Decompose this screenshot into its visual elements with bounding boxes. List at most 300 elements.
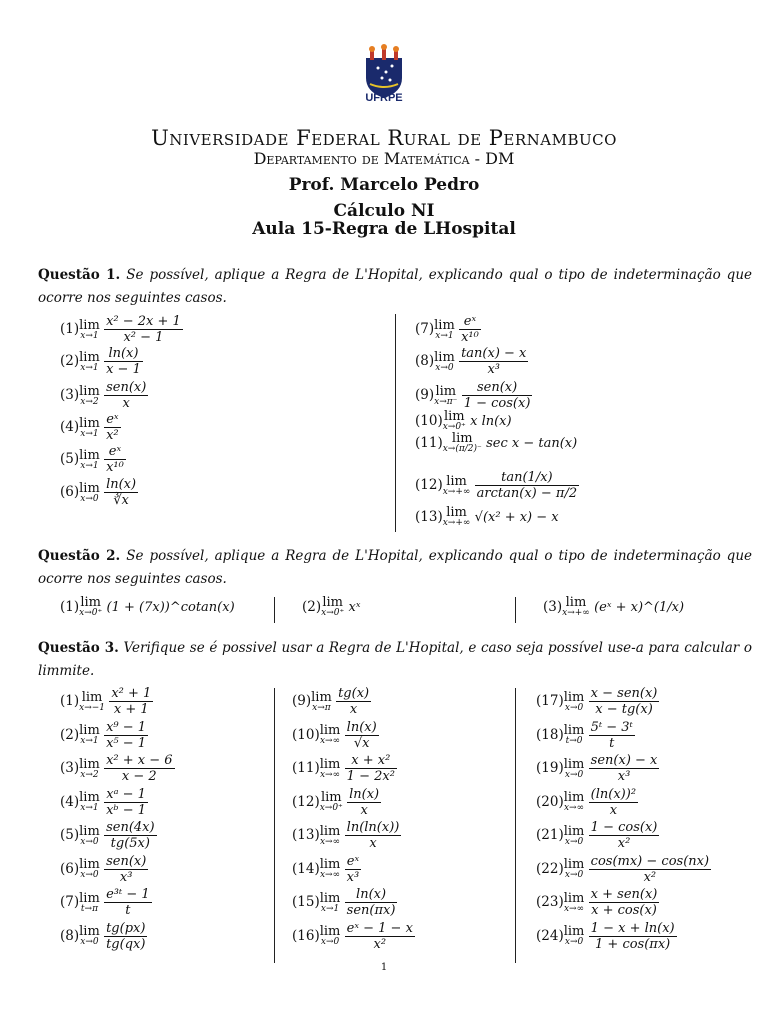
denominator: 1 − 2x² bbox=[346, 769, 395, 784]
limit-operator bbox=[320, 724, 341, 746]
limit-operator bbox=[564, 858, 585, 880]
limit-label: lim bbox=[79, 317, 100, 333]
exercise-item bbox=[292, 720, 379, 751]
limit-subscript: x→0⁺ bbox=[79, 608, 103, 618]
fraction bbox=[347, 787, 381, 818]
fraction bbox=[345, 887, 398, 918]
fraction bbox=[459, 346, 528, 377]
limit-label: lim bbox=[319, 890, 341, 906]
item-number: (2) bbox=[60, 726, 80, 743]
exercise-item bbox=[536, 787, 638, 818]
fraction bbox=[104, 787, 148, 818]
item-number: (2) bbox=[60, 353, 80, 369]
denominator: x − 2 bbox=[121, 769, 157, 784]
denominator: 1 − cos(x) bbox=[463, 396, 531, 411]
limit-label: lim bbox=[434, 349, 455, 365]
question-text: Se possível, aplique a Regra de L'Hopital, explicando qual o tipo de indeterminação que ocorre nos seguintes casos. bbox=[38, 548, 753, 587]
limit-label: lim bbox=[443, 409, 465, 424]
fraction bbox=[459, 314, 481, 345]
exercise-item bbox=[415, 346, 528, 377]
exercise-item bbox=[60, 686, 153, 717]
column-divider bbox=[515, 688, 516, 963]
numerator: ln(x) bbox=[104, 346, 143, 362]
fraction bbox=[475, 470, 579, 501]
exercise-item bbox=[415, 470, 579, 501]
limit-operator bbox=[320, 825, 341, 847]
item-number: (13) bbox=[415, 508, 443, 525]
limit-label: lim bbox=[79, 890, 100, 906]
question-1-heading bbox=[38, 264, 752, 310]
exercise-item bbox=[415, 314, 481, 345]
limit-subscript: x→0 bbox=[80, 493, 99, 504]
numerator: (ln(x))² bbox=[590, 786, 637, 802]
exercise-item bbox=[60, 380, 148, 411]
limit-operator bbox=[79, 724, 100, 746]
limit-operator bbox=[320, 791, 343, 813]
numerator: cos(mx) − cos(nx) bbox=[590, 853, 710, 869]
exercise-item bbox=[292, 820, 401, 851]
limit-label: lim bbox=[446, 505, 467, 520]
fraction bbox=[589, 820, 660, 851]
exercise-item bbox=[60, 596, 235, 618]
item-number: (18) bbox=[536, 726, 564, 743]
numerator: x² − 2x + 1 bbox=[106, 314, 181, 329]
professor-name: Prof. Marcelo Pedro bbox=[288, 175, 480, 195]
exercise-item bbox=[60, 787, 148, 818]
denominator: x + 1 bbox=[113, 702, 149, 717]
limit-subscript: x→∞ bbox=[319, 870, 341, 880]
limit-subscript: x→π bbox=[312, 702, 331, 713]
limit-operator bbox=[320, 858, 341, 880]
item-number: (10) bbox=[292, 726, 320, 743]
limit-subscript: x→0 bbox=[80, 870, 99, 880]
exercise-item bbox=[415, 380, 532, 411]
limit-label: lim bbox=[80, 595, 101, 610]
fraction bbox=[104, 477, 138, 508]
denominator: x² − 1 bbox=[123, 330, 164, 345]
fraction bbox=[104, 314, 183, 345]
exercise-item bbox=[292, 921, 415, 952]
item-number: (21) bbox=[536, 827, 564, 843]
item-number: (8) bbox=[415, 353, 435, 369]
numerator: x − sen(x) bbox=[590, 686, 658, 701]
expression: (eˣ + x)^(1/x) bbox=[594, 599, 685, 615]
logo-text: UFRPE bbox=[365, 92, 403, 104]
denominator: tg(qx) bbox=[106, 936, 146, 952]
fraction bbox=[345, 921, 415, 952]
limit-label: lim bbox=[320, 790, 342, 805]
numerator: ln(x) bbox=[106, 477, 137, 492]
exercise-item bbox=[292, 787, 381, 818]
limit-operator bbox=[79, 385, 100, 407]
exercise-item bbox=[536, 887, 659, 918]
item-number: (12) bbox=[292, 793, 320, 810]
item-number: (4) bbox=[60, 793, 80, 810]
limit-subscript: x→π⁻ bbox=[434, 396, 458, 407]
limit-subscript: x→1 bbox=[80, 330, 99, 341]
exercise-item bbox=[292, 686, 371, 717]
fraction bbox=[104, 720, 148, 751]
item-number: (3) bbox=[60, 387, 80, 403]
page-number: 1 bbox=[380, 962, 388, 973]
limit-subscript: x→2 bbox=[80, 396, 99, 407]
limit-subscript: x→1 bbox=[80, 428, 99, 439]
exercise-item bbox=[60, 753, 175, 784]
fraction bbox=[104, 753, 174, 784]
denominator: x³ bbox=[346, 869, 360, 885]
exercise-item bbox=[292, 854, 361, 885]
limit-label: lim bbox=[319, 924, 341, 939]
limit-label: lim bbox=[446, 473, 467, 489]
exercise-item bbox=[536, 820, 659, 851]
denominator: x bbox=[609, 802, 618, 818]
limit-operator bbox=[320, 892, 341, 914]
denominator: 1 + cos(πx) bbox=[595, 936, 671, 952]
numerator: eˣ bbox=[104, 444, 126, 460]
exercise-item bbox=[60, 412, 121, 443]
fraction bbox=[589, 887, 660, 918]
numerator: tg(px) bbox=[106, 920, 146, 936]
limit-operator bbox=[320, 758, 341, 780]
limit-subscript: x→1 bbox=[80, 803, 99, 813]
denominator: arctan(x) − π/2 bbox=[476, 486, 578, 501]
exercise-item bbox=[60, 820, 157, 851]
limit-operator bbox=[79, 417, 100, 439]
item-number: (13) bbox=[292, 827, 320, 843]
limit-operator bbox=[79, 858, 100, 880]
limit-label: lim bbox=[563, 790, 585, 805]
item-number: (3) bbox=[60, 760, 80, 776]
exercise-item bbox=[302, 596, 360, 618]
limit-operator bbox=[79, 791, 100, 813]
limit-label: lim bbox=[79, 756, 100, 772]
item-number: (17) bbox=[536, 693, 564, 709]
numerator: x² + x − 6 bbox=[106, 753, 173, 768]
exercise-item bbox=[415, 410, 512, 432]
numerator: e³ᵗ − 1 bbox=[106, 887, 150, 902]
numerator: x + sen(x) bbox=[590, 887, 658, 902]
numerator: eˣ bbox=[459, 314, 481, 330]
limit-subscript: x→0 bbox=[435, 362, 454, 373]
denominator: x² bbox=[106, 428, 119, 443]
limit-label: lim bbox=[563, 723, 585, 738]
limit-operator bbox=[79, 892, 100, 914]
question-text: Verifique se é possivel usar a Regra de L'Hopital, e caso seja possível use-a para calcular o limmite. bbox=[38, 640, 752, 679]
fraction bbox=[104, 820, 156, 851]
denominator: x⁵ − 1 bbox=[106, 735, 147, 751]
item-number: (1) bbox=[60, 598, 80, 615]
limit-subscript: x→∞ bbox=[319, 736, 341, 746]
denominator: x³ bbox=[119, 869, 133, 885]
denominator: √x bbox=[353, 735, 370, 751]
limit-operator bbox=[434, 319, 455, 341]
limit-operator bbox=[434, 385, 457, 407]
limit-subscript: x→0 bbox=[564, 702, 584, 713]
limit-label: lim bbox=[79, 480, 100, 496]
numerator: sen(4x) bbox=[106, 820, 155, 835]
limit-subscript: x→1 bbox=[435, 330, 454, 341]
limit-operator bbox=[564, 724, 585, 746]
limit-label: lim bbox=[319, 756, 341, 772]
denominator: sen(πx) bbox=[346, 903, 396, 918]
limit-operator bbox=[564, 758, 585, 780]
fraction bbox=[109, 686, 153, 717]
item-number: (5) bbox=[60, 827, 80, 843]
limit-subscript: x→∞ bbox=[319, 836, 341, 847]
fraction bbox=[345, 820, 402, 851]
item-number: (23) bbox=[536, 894, 564, 910]
exercise-item bbox=[415, 506, 559, 528]
limit-label: lim bbox=[451, 431, 473, 446]
denominator: x² bbox=[373, 936, 387, 952]
limit-subscript: x→+∞ bbox=[442, 486, 471, 497]
fraction bbox=[345, 720, 379, 751]
question-label: Questão 3. bbox=[38, 640, 119, 656]
numerator: 5ᵗ − 3ᵗ bbox=[590, 719, 633, 735]
numerator: ln(x) bbox=[349, 786, 380, 802]
denominator: t bbox=[609, 735, 615, 751]
question-text: Se possível, aplique a Regra de L'Hopital, explicando qual o tipo de indeterminação que ocorre nos seguintes casos. bbox=[38, 267, 753, 306]
limit-label: lim bbox=[563, 924, 585, 939]
limit-label: lim bbox=[311, 689, 332, 705]
exercise-item bbox=[60, 887, 152, 918]
course-name: Cálculo NI bbox=[333, 201, 435, 221]
limit-operator bbox=[79, 925, 100, 947]
fraction bbox=[104, 854, 148, 885]
fraction bbox=[589, 854, 711, 885]
limit-label: lim bbox=[563, 756, 585, 772]
item-number: (16) bbox=[292, 927, 320, 944]
item-number: (3) bbox=[543, 598, 563, 615]
item-number: (11) bbox=[292, 760, 320, 776]
item-number: (6) bbox=[60, 484, 80, 500]
limit-operator bbox=[443, 475, 471, 497]
limit-operator bbox=[443, 410, 466, 432]
limit-subscript: t→π bbox=[80, 903, 98, 914]
item-number: (24) bbox=[536, 927, 564, 944]
limit-label: lim bbox=[322, 595, 343, 610]
limit-label: lim bbox=[435, 383, 457, 399]
limit-subscript: x→1 bbox=[320, 903, 340, 914]
exercise-item bbox=[60, 720, 148, 751]
exercise-item bbox=[543, 596, 684, 618]
limit-subscript: x→1 bbox=[80, 362, 99, 373]
limit-label: lim bbox=[79, 924, 100, 939]
item-number: (8) bbox=[60, 927, 80, 944]
denominator: t bbox=[125, 903, 131, 918]
numerator: tan(x) − x bbox=[461, 346, 527, 361]
exercise-item bbox=[292, 753, 397, 784]
denominator: x¹⁰ bbox=[461, 330, 479, 345]
exercise-item bbox=[536, 921, 677, 952]
limit-operator bbox=[564, 825, 585, 847]
limit-subscript: x→∞ bbox=[319, 769, 341, 780]
fraction bbox=[336, 686, 371, 717]
question-2-heading bbox=[38, 545, 752, 591]
exercise-item bbox=[292, 887, 397, 918]
denominator: x bbox=[349, 702, 358, 717]
item-number: (1) bbox=[60, 321, 80, 337]
limit-operator bbox=[320, 925, 341, 947]
question-label: Questão 2. bbox=[38, 548, 121, 564]
limit-subscript: x→0 bbox=[564, 937, 584, 947]
denominator: x² bbox=[643, 869, 657, 885]
limit-operator bbox=[79, 319, 100, 341]
limit-subscript: x→−1 bbox=[79, 702, 106, 713]
fraction bbox=[589, 753, 660, 784]
limit-subscript: x→(π/2)⁻ bbox=[442, 444, 482, 454]
item-number: (9) bbox=[415, 387, 435, 403]
column-divider bbox=[274, 688, 275, 963]
limit-label: lim bbox=[79, 857, 100, 872]
item-number: (19) bbox=[536, 760, 564, 776]
exercise-item bbox=[536, 753, 659, 784]
numerator: eˣ bbox=[104, 412, 121, 428]
item-number: (20) bbox=[536, 793, 564, 810]
limit-label: lim bbox=[563, 823, 585, 839]
exercise-item bbox=[60, 444, 126, 475]
denominator: x¹⁰ bbox=[106, 460, 124, 475]
limit-subscript: x→0 bbox=[564, 769, 584, 780]
expression: x ln(x) bbox=[470, 413, 512, 429]
limit-label: lim bbox=[79, 723, 100, 738]
limit-operator bbox=[562, 596, 590, 618]
limit-subscript: x→0 bbox=[564, 836, 584, 847]
item-number: (4) bbox=[60, 419, 80, 435]
numerator: ln(x) bbox=[345, 887, 398, 903]
fraction bbox=[589, 787, 638, 818]
numerator: sen(x) − x bbox=[590, 753, 658, 768]
limit-operator bbox=[311, 691, 332, 713]
limit-operator bbox=[443, 506, 471, 528]
item-number: (12) bbox=[415, 477, 443, 493]
denominator: x − 1 bbox=[106, 362, 141, 377]
fraction bbox=[345, 753, 397, 784]
numerator: x² + 1 bbox=[111, 686, 152, 701]
limit-operator bbox=[564, 925, 585, 947]
limit-label: lim bbox=[79, 349, 100, 365]
exercise-item bbox=[60, 346, 143, 377]
limit-label: lim bbox=[319, 823, 341, 839]
numerator: ln(ln(x)) bbox=[346, 820, 400, 835]
numerator: sen(x) bbox=[106, 853, 147, 869]
limit-subscript: x→∞ bbox=[563, 903, 585, 914]
limit-label: lim bbox=[79, 415, 100, 431]
limit-operator bbox=[564, 892, 585, 914]
item-number: (7) bbox=[60, 894, 80, 910]
limit-label: lim bbox=[434, 317, 455, 333]
fraction bbox=[462, 380, 533, 411]
denominator: tg(5x) bbox=[110, 836, 150, 851]
limit-label: lim bbox=[319, 723, 341, 738]
limit-subscript: x→+∞ bbox=[562, 608, 590, 618]
numerator: sen(x) bbox=[106, 380, 147, 395]
limit-label: lim bbox=[79, 447, 100, 463]
exercise-item bbox=[60, 477, 138, 508]
denominator: x bbox=[369, 836, 377, 851]
limit-label: lim bbox=[565, 595, 587, 610]
limit-operator bbox=[79, 449, 100, 471]
fraction bbox=[104, 921, 147, 952]
limit-operator bbox=[79, 351, 100, 373]
denominator: ∛x bbox=[113, 493, 129, 508]
column-divider bbox=[515, 597, 516, 623]
question-label: Questão 1. bbox=[38, 267, 121, 283]
item-number: (5) bbox=[60, 451, 80, 467]
numerator: sen(x) bbox=[462, 380, 533, 396]
exercise-item bbox=[536, 854, 711, 885]
numerator: 1 − cos(x) bbox=[590, 820, 658, 835]
fraction bbox=[104, 444, 126, 475]
denominator: x − tg(x) bbox=[595, 702, 653, 717]
fraction bbox=[589, 686, 660, 717]
expression: sec x − tan(x) bbox=[486, 435, 578, 451]
limit-label: lim bbox=[563, 890, 585, 906]
exercise-item bbox=[415, 432, 577, 454]
numerator: xᵃ − 1 bbox=[104, 787, 148, 803]
limit-operator bbox=[79, 691, 105, 713]
limit-label: lim bbox=[563, 689, 585, 705]
university-name: Universidade Federal Rural de Pernambuco bbox=[151, 126, 617, 150]
limit-operator bbox=[79, 825, 100, 847]
exercise-item bbox=[60, 854, 148, 885]
item-number: (15) bbox=[292, 894, 320, 910]
limit-operator bbox=[321, 596, 344, 618]
limit-label: lim bbox=[79, 383, 100, 399]
denominator: x bbox=[360, 802, 368, 818]
exercise-item bbox=[536, 686, 659, 717]
limit-subscript: x→1 bbox=[80, 460, 99, 471]
denominator: x + cos(x) bbox=[591, 903, 657, 918]
limit-subscript: t→0 bbox=[565, 736, 583, 746]
denominator: x bbox=[122, 396, 130, 411]
column-divider bbox=[274, 597, 275, 623]
limit-subscript: x→0 bbox=[80, 937, 99, 947]
question-3-heading bbox=[38, 637, 752, 683]
limit-operator bbox=[79, 482, 100, 504]
item-number: (1) bbox=[60, 693, 80, 709]
fraction bbox=[345, 854, 362, 885]
limit-operator bbox=[443, 432, 482, 454]
limit-subscript: x→0 bbox=[564, 870, 584, 880]
numerator: tg(x) bbox=[338, 686, 370, 701]
limit-label: lim bbox=[563, 857, 585, 872]
limit-subscript: x→+∞ bbox=[442, 518, 471, 528]
exercise-item bbox=[60, 921, 147, 952]
item-number: (6) bbox=[60, 860, 80, 877]
limit-subscript: x→0⁺ bbox=[319, 803, 343, 813]
item-number: (11) bbox=[415, 434, 443, 451]
limit-label: lim bbox=[79, 790, 100, 805]
exercise-item bbox=[536, 720, 635, 751]
limit-subscript: x→0⁺ bbox=[442, 422, 466, 432]
limit-subscript: x→0⁺ bbox=[321, 608, 345, 618]
limit-operator bbox=[79, 758, 100, 780]
denominator: xᵇ − 1 bbox=[106, 802, 147, 818]
numerator: x⁹ − 1 bbox=[106, 719, 147, 735]
numerator: 1 − x + ln(x) bbox=[590, 920, 675, 936]
exercise-item bbox=[60, 314, 183, 345]
limit-subscript: x→2 bbox=[80, 769, 99, 780]
limit-operator bbox=[79, 596, 102, 618]
limit-label: lim bbox=[319, 857, 341, 872]
limit-subscript: x→∞ bbox=[563, 803, 585, 813]
limit-operator bbox=[434, 351, 455, 373]
denominator: x³ bbox=[617, 769, 631, 784]
fraction bbox=[589, 720, 635, 751]
item-number: (9) bbox=[292, 693, 312, 709]
item-number: (14) bbox=[292, 860, 320, 877]
